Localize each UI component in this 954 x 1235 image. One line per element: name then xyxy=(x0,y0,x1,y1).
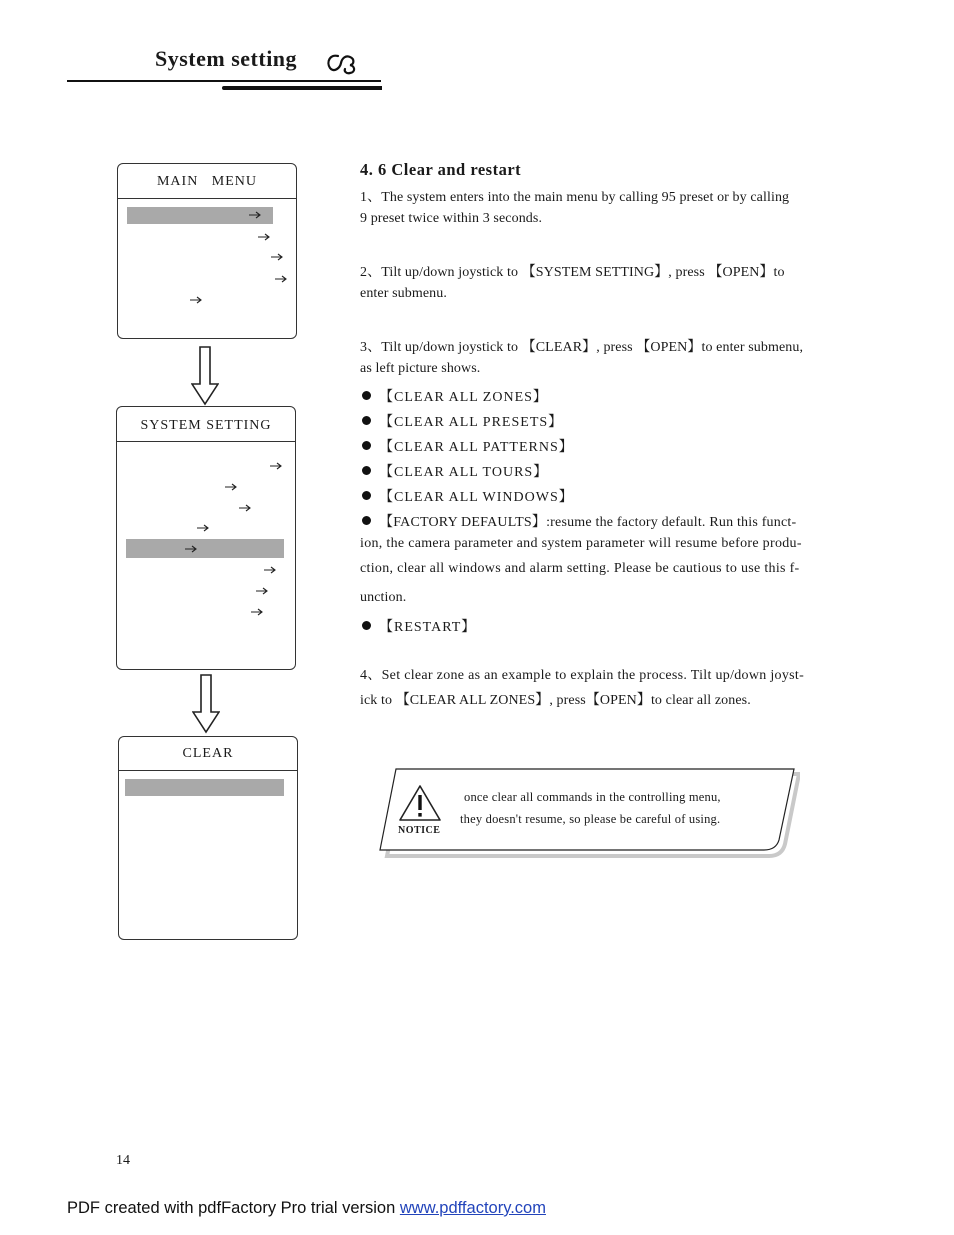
notice-line-1: once clear all commands in the controlling menu, xyxy=(464,790,721,804)
flow-down-arrow-icon xyxy=(191,346,219,406)
step-1-line-1: 1、The system enters into the main menu by calling 95 preset or by calling xyxy=(360,190,790,205)
step-1-line-2: 9 preset twice within 3 seconds. xyxy=(360,211,543,226)
bullet-item xyxy=(362,386,548,406)
submenu-arrow-icon xyxy=(249,211,261,219)
bullet-dot-icon xyxy=(362,416,371,425)
bullet-item xyxy=(362,436,574,456)
menu-divider xyxy=(117,441,295,442)
submenu-arrow-icon xyxy=(270,462,282,470)
bullet-item xyxy=(362,461,548,481)
page-number: 14 xyxy=(116,1153,130,1168)
submenu-arrow-icon xyxy=(271,253,283,261)
header-rule xyxy=(67,80,381,82)
submenu-arrow-icon xyxy=(185,545,197,553)
pdffactory-link[interactable]: www.pdffactory.com xyxy=(399,1199,546,1217)
factory-line-3: ction, clear all windows and alarm setting. Please be cautious to use this f- xyxy=(360,561,800,576)
menu-divider xyxy=(118,198,296,199)
warning-triangle-icon xyxy=(398,784,442,822)
clear-menu-panel xyxy=(118,736,298,940)
submenu-arrow-icon xyxy=(264,566,276,574)
bullet-label: 【CLEAR ALL TOURS】 xyxy=(379,465,549,480)
factory-line-4: unction. xyxy=(360,590,407,605)
bullet-dot-icon xyxy=(362,621,371,630)
bullet-label: 【CLEAR ALL ZONES】 xyxy=(379,390,548,405)
bullet-item xyxy=(362,411,563,431)
notice-line-2: they doesn't resume, so please be careful of using. xyxy=(460,812,721,826)
submenu-arrow-icon xyxy=(225,483,237,491)
factory-line-2: ion, the camera parameter and system parameter will resume before produ- xyxy=(360,536,802,551)
step-2-line-1: 2、Tilt up/down joystick to 【SYSTEM SETTING】, press 【OPEN】to xyxy=(360,265,785,280)
bullet-item xyxy=(362,486,574,506)
bullet-dot-icon xyxy=(362,491,371,500)
bullet-dot-icon xyxy=(362,391,371,400)
menu-divider xyxy=(119,770,297,771)
bullet-item xyxy=(362,616,476,636)
flow-down-arrow-icon xyxy=(192,674,220,734)
clear-menu-title: CLEAR xyxy=(182,746,234,761)
step-3-line-1: 3、Tilt up/down joystick to 【CLEAR】, press 【OPEN】to enter submenu, xyxy=(360,340,804,355)
submenu-arrow-icon xyxy=(239,504,251,512)
submenu-arrow-icon xyxy=(275,275,287,283)
submenu-arrow-icon xyxy=(256,587,268,595)
menu-highlight-bar xyxy=(126,539,284,558)
header-rule-thick xyxy=(222,86,382,90)
submenu-arrow-icon xyxy=(197,524,209,532)
main-menu-title: MAIN MENU xyxy=(156,174,258,189)
notice-label: NOTICE xyxy=(398,825,441,836)
submenu-arrow-icon xyxy=(251,608,263,616)
section-title: 4. 6 Clear and restart xyxy=(360,160,522,179)
step-4-line-2: ick to 【CLEAR ALL ZONES】, press【OPEN】to clear all zones. xyxy=(360,693,751,708)
factory-line-1: 【FACTORY DEFAULTS】:resume the factory default. Run this funct- xyxy=(379,515,797,530)
bullet-dot-icon xyxy=(362,516,371,525)
bullet-dot-icon xyxy=(362,441,371,450)
system-setting-panel xyxy=(116,406,296,670)
step-2-line-2: enter submenu. xyxy=(360,286,447,301)
submenu-arrow-icon xyxy=(258,233,270,241)
step-3-line-2: as left picture shows. xyxy=(360,361,481,376)
bullet-label: 【CLEAR ALL PRESETS】 xyxy=(379,415,564,430)
bullet-dot-icon xyxy=(362,466,371,475)
decorative-ornament-icon xyxy=(324,50,360,76)
step-4-line-1: 4、Set clear zone as an example to explain the process. Tilt up/down joyst- xyxy=(360,668,805,683)
bullet-label: 【CLEAR ALL WINDOWS】 xyxy=(379,490,574,505)
menu-highlight-bar xyxy=(125,779,284,796)
footer-text: PDF created with pdfFactory Pro trial version xyxy=(67,1199,400,1217)
factory-defaults-item xyxy=(362,511,796,531)
bullet-label: 【CLEAR ALL PATTERNS】 xyxy=(379,440,574,455)
page-header-title: System setting xyxy=(155,46,298,71)
system-setting-title: SYSTEM SETTING xyxy=(140,418,272,433)
pdf-footer xyxy=(67,1199,546,1218)
submenu-arrow-icon xyxy=(190,296,202,304)
bullet-label: 【RESTART】 xyxy=(379,620,477,635)
main-menu-panel xyxy=(117,163,297,339)
